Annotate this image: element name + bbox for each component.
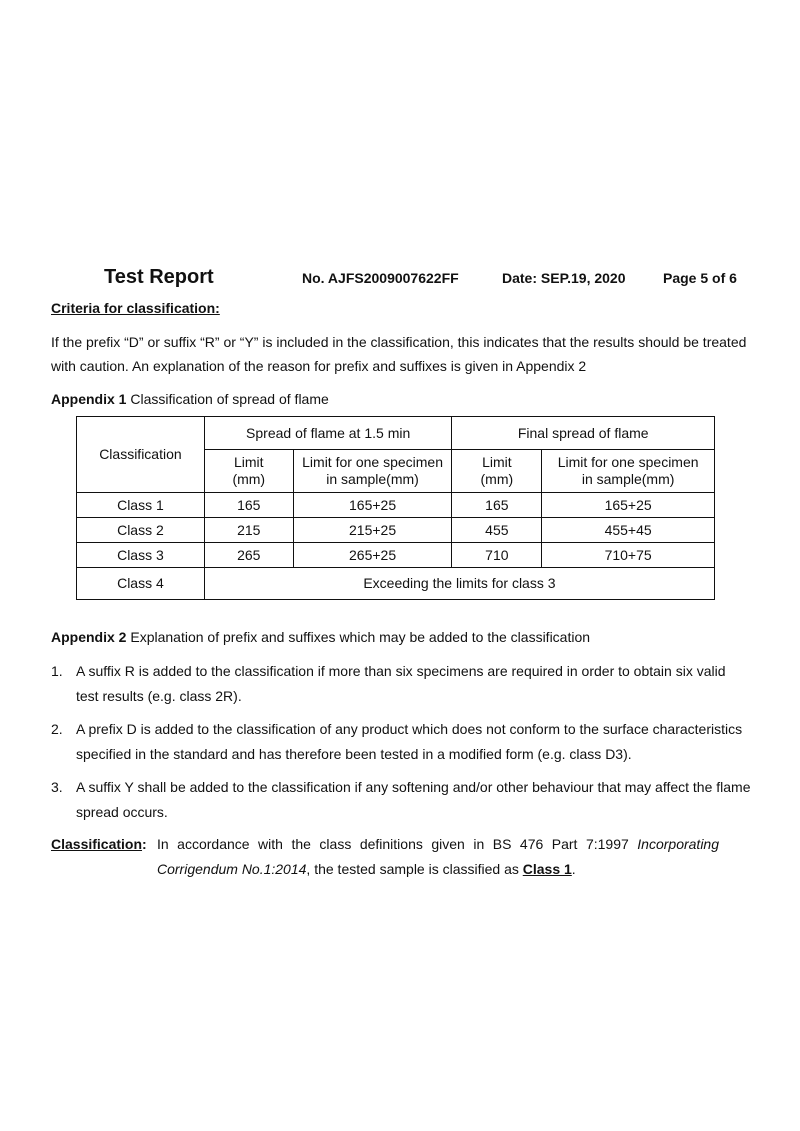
list-text: A prefix D is added to the classification of any product which does not conform to the surface characteristics specified in the standard and has therefore been tested in a modified form (e.g. class D3). — [76, 721, 743, 762]
header-classification: Classification — [77, 417, 205, 493]
report-title: Test Report — [104, 266, 214, 288]
classification-statement — [51, 832, 731, 877]
classification-result: Class 1 — [522, 861, 572, 877]
cell-class: Class 4 — [77, 568, 205, 600]
list-item — [51, 717, 751, 767]
cell-class4-text: Exceeding the limits for class 3 — [204, 568, 714, 600]
list-item — [51, 775, 751, 825]
list-text: A suffix R is added to the classification if more than six specimens are required in order to obtain six valid test results (e.g. class 2R). — [76, 663, 726, 704]
criteria-heading: Criteria for classification: — [51, 300, 220, 316]
appendix1-label: Appendix 1 — [51, 391, 127, 407]
report-number: No. AJFS2009007622FF — [302, 270, 459, 286]
classification-text-line2: Corrigendum No.1:2014, the tested sample is classified as Class 1. — [157, 861, 576, 877]
cell-specimen: 165+25 — [542, 493, 715, 518]
classification-colon: : — [142, 836, 147, 852]
cell-limit: 710 — [452, 543, 542, 568]
cell-specimen: 710+75 — [542, 543, 715, 568]
table-row — [77, 568, 715, 600]
cell-limit: 215 — [204, 518, 293, 543]
table-row — [77, 493, 715, 518]
cell-limit: 455 — [452, 518, 542, 543]
header-specimen-limit: Limit for one specimen in sample(mm) — [542, 450, 715, 493]
classification-label: Classification — [51, 836, 143, 852]
list-number: 3. — [51, 779, 63, 795]
table-row — [77, 543, 715, 568]
cell-specimen: 265+25 — [293, 543, 452, 568]
appendix2-title: Explanation of prefix and suffixes which may be added to the classification — [126, 629, 591, 645]
appendix1-title: Classification of spread of flame — [126, 391, 329, 407]
cell-class: Class 3 — [77, 543, 205, 568]
cell-specimen: 165+25 — [293, 493, 452, 518]
cell-limit: 265 — [204, 543, 293, 568]
appendix1-heading — [51, 391, 329, 407]
classification-table — [76, 416, 715, 600]
header-limit: Limit (mm) — [204, 450, 293, 493]
header-specimen-limit: Limit for one specimen in sample(mm) — [293, 450, 452, 493]
header-limit: Limit (mm) — [452, 450, 542, 493]
list-number: 2. — [51, 721, 63, 737]
header-final-spread: Final spread of flame — [452, 417, 715, 450]
cell-limit: 165 — [204, 493, 293, 518]
page-number: Page 5 of 6 — [663, 270, 737, 286]
report-date: Date: SEP.19, 2020 — [502, 270, 626, 286]
cell-specimen: 215+25 — [293, 518, 452, 543]
criteria-text: If the prefix “D” or suffix “R” or “Y” is included in the classification, this indicates that the results should be treated with caution. An explanation of the reason for prefix and suffixes is given in Appendix 2 — [51, 334, 747, 374]
appendix2-label: Appendix 2 — [51, 629, 127, 645]
cell-class: Class 2 — [77, 518, 205, 543]
appendix2-heading — [51, 629, 590, 645]
list-number: 1. — [51, 663, 63, 679]
cell-limit: 165 — [452, 493, 542, 518]
table-row — [77, 518, 715, 543]
cell-class: Class 1 — [77, 493, 205, 518]
list-text: A suffix Y shall be added to the classification if any softening and/or other behaviour that may affect the flame spread occurs. — [76, 779, 751, 820]
list-item — [51, 659, 751, 709]
classification-text-line1: In accordance with the class definitions given in BS 476 Part 7:1997 Incorporating — [157, 836, 719, 852]
header-spread-1-5: Spread of flame at 1.5 min — [204, 417, 452, 450]
cell-specimen: 455+45 — [542, 518, 715, 543]
